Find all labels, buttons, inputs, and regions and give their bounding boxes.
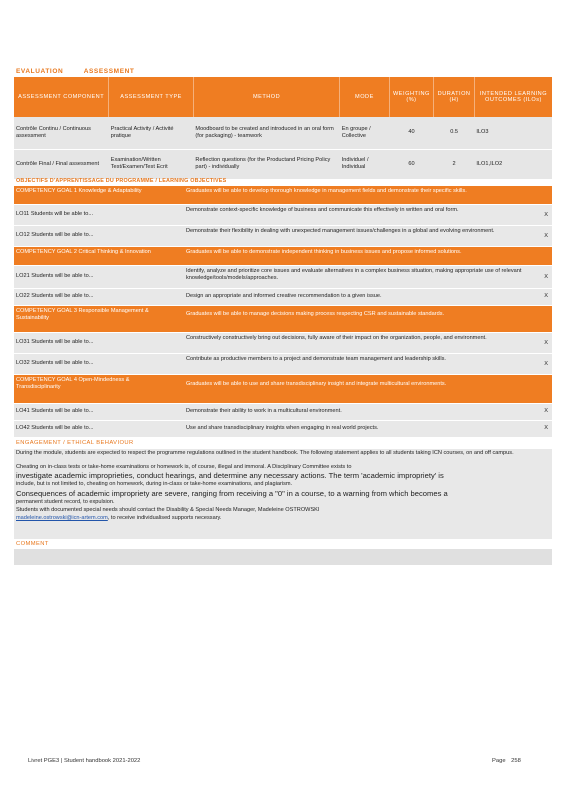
- lo-id: LO31 Students will be able to...: [16, 339, 94, 345]
- objectives-title: OBJECTIFS D'APPRENTISSAGE DU PROGRAMME / LEARNING OBJECTIVES: [16, 178, 227, 184]
- footer-page: [492, 758, 521, 764]
- comment-box: [14, 549, 552, 565]
- lo-id: LO11 Students will be able to...: [16, 211, 94, 217]
- cell-component: Contrôle Continu / Continuous assessment: [16, 125, 91, 139]
- lo-row: [14, 289, 552, 305]
- cell-method: Moodboard to be created and introduced in an oral form (for packaging) - teamwork: [195, 125, 334, 139]
- goal-title: COMPETENCY GOAL 2 Critical Thinking & Innovation: [16, 249, 151, 255]
- cell-method: Reflection questions (for the Productand Pricing Policy part) - individually: [195, 157, 331, 171]
- lo-text: Contribute as productive members to a project and demonstrate team management and leadership skills.: [186, 356, 446, 362]
- cell-weighting: 60: [408, 160, 415, 167]
- lo-row: [14, 354, 552, 374]
- lo-text: Demonstrate their flexibility in dealing with unexpected management issues/challenges in a global and evolving environment.: [186, 228, 495, 234]
- engagement-text-1: During the module, students are expected to respect the programme regulations outlined in the student handbook. The following statement applies to all students taking ICN courses, on and off campus.: [16, 450, 514, 456]
- contact-tail: , to receive individualised supports necessary.: [107, 515, 222, 521]
- goal-description: Graduates will be able to manage decisions making process respecting CSR and sustainable standards.: [186, 311, 445, 317]
- lo-id: LO12 Students will be able to...: [16, 232, 94, 238]
- lo-check: X: [544, 293, 548, 299]
- table-row: [14, 149, 552, 179]
- cell-component: Contrôle Final / Final assessment: [16, 160, 100, 167]
- header-outcomes: INTENDED LEARNING OUTCOMES (ILOs): [474, 77, 552, 117]
- lo-text: Demonstrate context-specific knowledge of business and communicate this effectively in written and oral form.: [186, 207, 459, 213]
- goal-title: COMPETENCY GOAL 4 Open-Mindedness & Transdisciplinarity: [16, 377, 130, 390]
- engagement-text-emphasis-2: Consequences of academic impropriety are severe, ranging from receiving a "0" in a course, to a warning from which becomes a: [16, 489, 448, 498]
- lo-row: [14, 266, 552, 288]
- engagement-text-emphasis-1: investigate academic improprieties, conduct hearings, and determine any necessary actions. The term 'academic impropriety' is: [16, 471, 444, 480]
- lo-check: X: [544, 212, 548, 218]
- goal-description: Graduates will be able to use and share transdisciplinary insight and integrate multicultural environments.: [186, 381, 447, 387]
- lo-check: X: [544, 274, 548, 280]
- comment-title: COMMENT: [16, 541, 49, 547]
- header-method: METHOD: [193, 77, 339, 117]
- lo-check: X: [544, 408, 548, 414]
- lo-id: LO41 Students will be able to...: [16, 408, 94, 414]
- lo-row: [14, 404, 552, 420]
- lo-text: Identify, analyze and prioritize core issues and evaluate alternatives in a complex business situation, making appropriate use of relevant knowledge/tools/models/approaches.: [186, 268, 522, 281]
- cell-type: Practical Activity / Activité pratique: [110, 125, 174, 139]
- engagement-text-2: Cheating on in-class tests or take-home examinations or homework is, of course, illegal and immoral. A Disciplinary Committee exists to: [16, 464, 352, 470]
- engagement-box: [14, 449, 552, 539]
- table-row: [14, 117, 552, 149]
- cell-mode: Individuel / Individual: [341, 157, 369, 171]
- assessment-table: [14, 77, 552, 179]
- lo-check: X: [544, 361, 548, 367]
- cell-outcomes: ILO1,ILO2: [476, 160, 503, 167]
- lo-text: Design an appropriate and informed creative recommendation to a given issue.: [186, 293, 382, 299]
- footer-page-number: 258: [511, 758, 521, 764]
- header-duration: DURATION (H): [434, 77, 475, 117]
- goal-title: COMPETENCY GOAL 3 Responsible Management & Sustainability: [16, 308, 149, 321]
- cell-weighting: 40: [408, 129, 415, 136]
- cell-type: Examination/Written Test/Examen/Test Ecrit: [110, 157, 168, 171]
- lo-check: X: [544, 425, 548, 431]
- lo-row: [14, 333, 552, 353]
- competency-goal-3: [14, 306, 552, 332]
- header-mode: MODE: [340, 77, 389, 117]
- engagement-text-3: include, but is not limited to, cheating on homework, during in-class or take-home examinations, and plagiarism.: [16, 481, 293, 487]
- competency-goal-4: [14, 375, 552, 403]
- lo-id: LO21 Students will be able to...: [16, 273, 94, 279]
- goal-description: Graduates will be able to demonstrate independent thinking in business issues and propose informed solutions.: [186, 249, 462, 255]
- lo-id: LO42 Students will be able to...: [16, 425, 94, 431]
- lo-text: Use and share transdisciplinary insights when engaging in real world projects.: [186, 425, 379, 431]
- header-weighting: WEIGHTING (%): [389, 77, 434, 117]
- lo-text: Constructively constructively bring out decisions, fully aware of their impact on the organization, people, and environment.: [186, 335, 487, 341]
- footer-handbook: Livret PGE3 | Student handbook 2021-2022: [28, 758, 141, 764]
- evaluation-label: EVALUATION: [16, 68, 64, 75]
- header-type: ASSESSMENT TYPE: [109, 77, 194, 117]
- lo-row: [14, 421, 552, 437]
- engagement-text-4: permanent student record, to expulsion.: [16, 499, 115, 505]
- competency-goal-1: [14, 186, 552, 204]
- footer-page-label: Page: [492, 758, 506, 764]
- assessment-label: ASSESSMENT: [83, 68, 135, 75]
- goal-description: Graduates will be able to develop thorough knowledge in management fields and demonstrate their specific skills.: [186, 188, 467, 194]
- header-component: ASSESSMENT COMPONENT: [14, 77, 109, 117]
- lo-text: Demonstrate their ability to work in a multicultural environment.: [186, 408, 342, 414]
- cell-outcomes: ILO3: [476, 129, 489, 136]
- contact-email-link[interactable]: madeleine.ostrowski@icn-artem.com: [16, 515, 108, 521]
- assessment-table-header: [14, 77, 552, 117]
- engagement-title: ENGAGEMENT / ETHICAL BEHAVIOUR: [16, 440, 134, 446]
- goal-title: COMPETENCY GOAL 1 Knowledge & Adaptability: [16, 188, 142, 194]
- lo-id: LO22 Students will be able to...: [16, 293, 94, 299]
- evaluation-title: [16, 68, 135, 75]
- engagement-text-5: Students with documented special needs should contact the Disability & Special Needs Manager, Madeleine OSTROWSKI: [16, 507, 320, 513]
- cell-duration: 2: [452, 160, 456, 167]
- lo-id: LO32 Students will be able to...: [16, 360, 94, 366]
- lo-check: X: [544, 233, 548, 239]
- lo-row: [14, 205, 552, 225]
- engagement-contact: [16, 515, 548, 522]
- lo-check: X: [544, 340, 548, 346]
- cell-duration: 0.5: [450, 129, 458, 136]
- lo-row: [14, 226, 552, 246]
- cell-mode: En groupe / Collective: [341, 125, 371, 139]
- competency-goal-2: [14, 247, 552, 265]
